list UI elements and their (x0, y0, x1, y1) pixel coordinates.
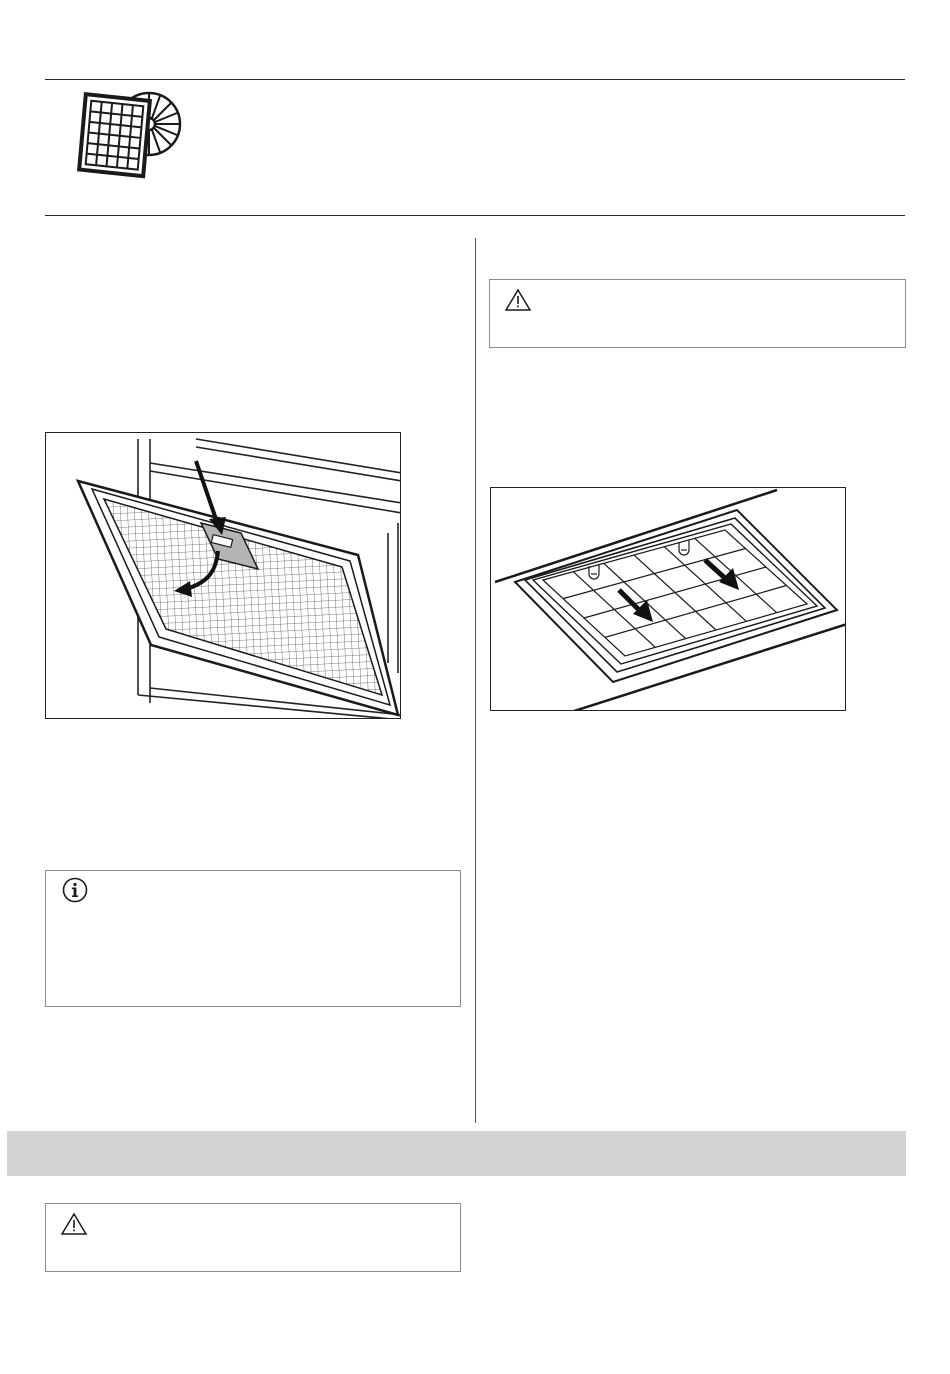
filter-icon (74, 84, 186, 186)
info-icon (62, 877, 88, 903)
warning-triangle-icon (504, 288, 532, 312)
charcoal-filter-insertion-figure (490, 487, 846, 711)
info-note-box (45, 870, 461, 1007)
header-bottom-rule (45, 215, 905, 216)
warning-box (489, 279, 906, 348)
section-heading-band (7, 1131, 906, 1176)
grease-filter-removal-figure (45, 432, 401, 719)
warning-triangle-icon (60, 1212, 88, 1236)
header-top-rule (45, 79, 905, 80)
column-divider (475, 238, 476, 1123)
bottom-warning-box (45, 1203, 461, 1272)
